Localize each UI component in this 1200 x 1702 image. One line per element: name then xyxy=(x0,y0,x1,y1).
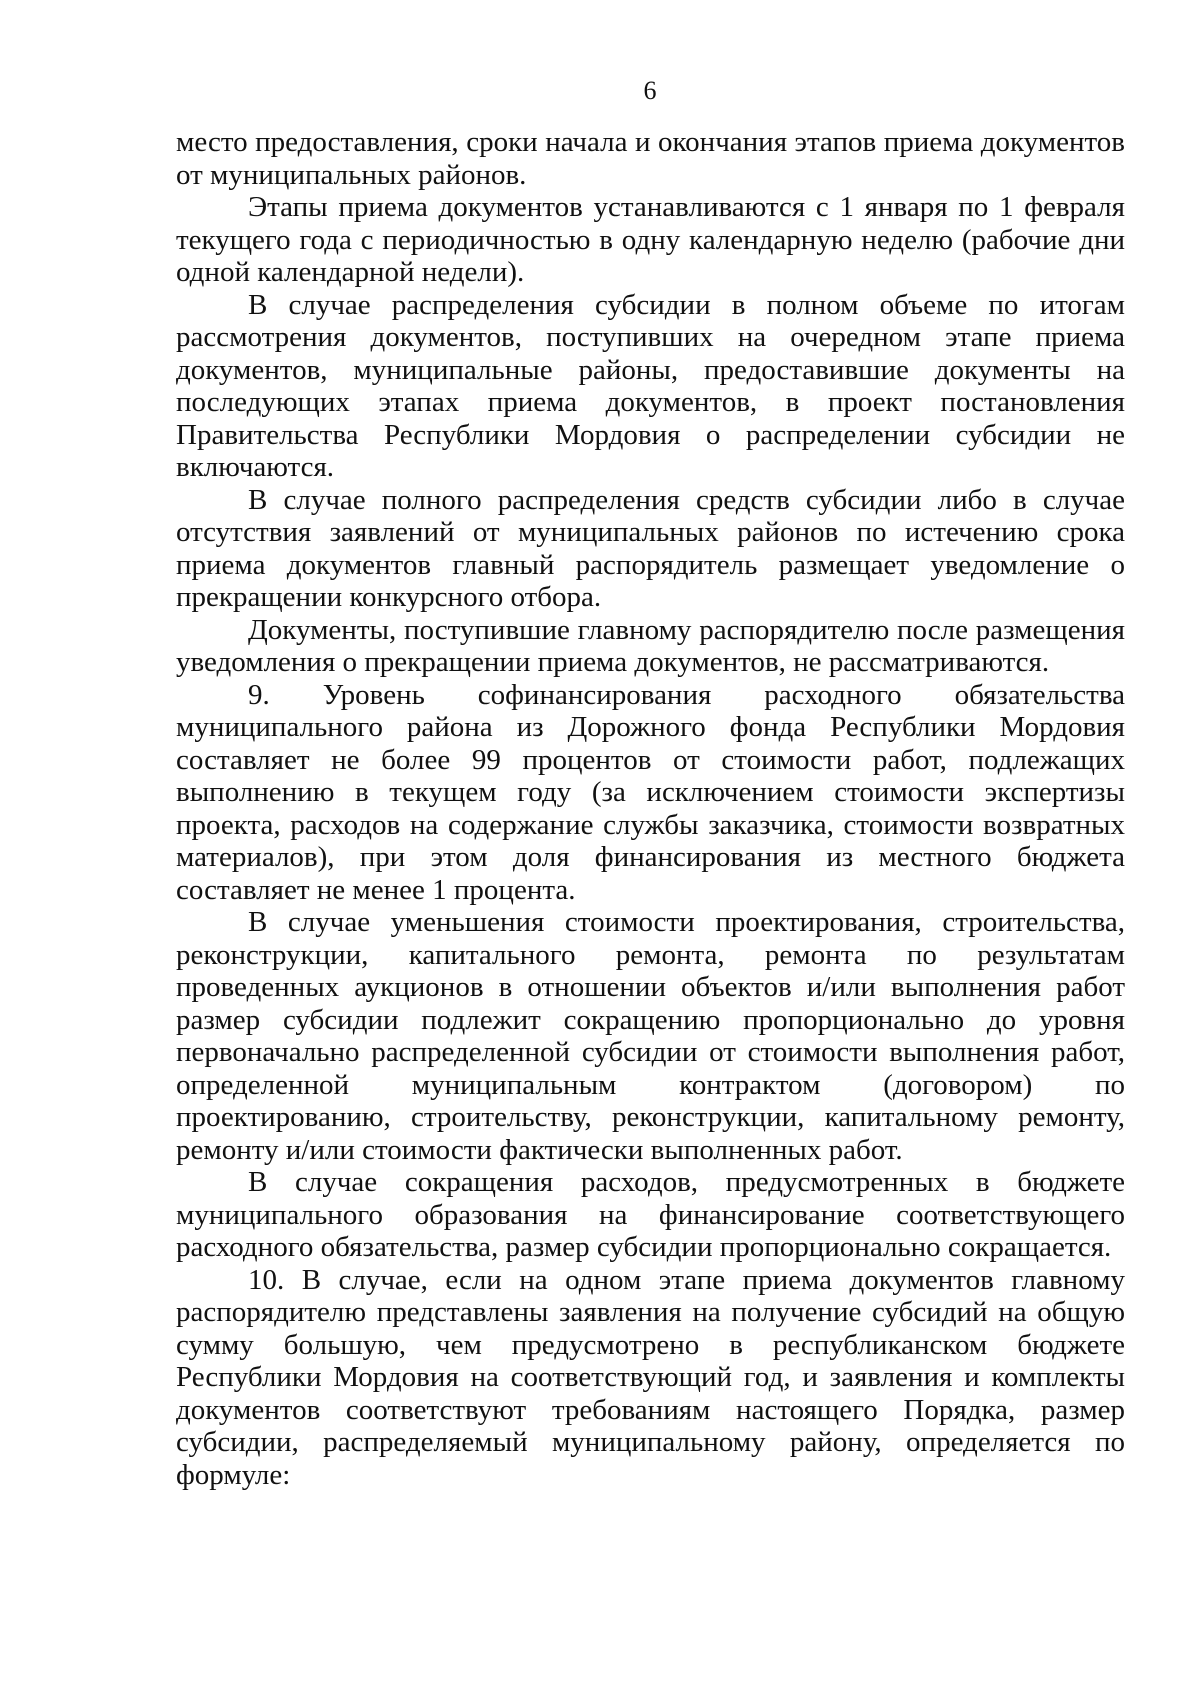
paragraph-late-documents: Документы, поступившие главному распорядителю после размещения уведомления о прекращении приема документов, не рассматриваются. xyxy=(176,613,1125,678)
paragraph-clause-9: 9. Уровень софинансирования расходного обязательства муниципального района из Дорожного фонда Республики Мордовия составляет не более 99 процентов от стоимости работ, подлежащих выполнению в текущем году (за исключением стоимости экспертизы проекта, расходов на содержание службы заказчика, стоимости возвратных материалов), при этом доля финансирования из местного бюджета составляет не менее 1 процента. xyxy=(176,678,1125,906)
page-number: 6 xyxy=(643,76,657,105)
document-body xyxy=(176,126,1125,1491)
paragraph-clause-10: 10. В случае, если на одном этапе приема документов главному распорядителю представлены заявления на получение субсидий на общую сумму большую, чем предусмотрено в республиканском бюджете Республики Мордовия на соответствующий год, и заявления и комплекты документов соответствуют требованиям настоящего Порядка, размер субсидии, распределяемый муниципальному району, определяется по формуле: xyxy=(176,1263,1125,1491)
paragraph-expense-reduction: В случае сокращения расходов, предусмотренных в бюджете муниципального образования на финансирование соответствующего расходного обязательства, размер субсидии пропорционально сокращается. xyxy=(176,1166,1125,1263)
paragraph-cost-reduction: В случае уменьшения стоимости проектирования, строительства, реконструкции, капитального ремонта, ремонта по результатам проведенных аукционов в отношении объектов и/или выполнения работ размер субсидии подлежит сокращению пропорционально до уровня первоначально распределенной субсидии от стоимости выполнения работ, определенной муниципальным контрактом (договором) по проектированию, строительству, реконструкции, капитальному ремонту, ремонту и/или стоимости фактически выполненных работ. xyxy=(176,906,1125,1166)
paragraph-selection-termination: В случае полного распределения средств субсидии либо в случае отсутствия заявлений от муниципальных районов по истечению срока приема документов главный распорядитель размещает уведомление о прекращении конкурсного отбора. xyxy=(176,483,1125,613)
paragraph-full-distribution: В случае распределения субсидии в полном объеме по итогам рассмотрения документов, поступивших на очередном этапе приема документов, муниципальные районы, предоставившие документы на последующих этапах приема документов, в проект постановления Правительства Республики Мордовия о распределении субсидии не включаются. xyxy=(176,288,1125,483)
paragraph-continuation: место предоставления, сроки начала и окончания этапов приема документов от муниципальных районов. xyxy=(176,126,1125,191)
paragraph-stages-period: Этапы приема документов устанавливаются с 1 января по 1 февраля текущего года с периодичностью в одну календарную неделю (рабочие дни одной календарной недели). xyxy=(176,191,1125,288)
